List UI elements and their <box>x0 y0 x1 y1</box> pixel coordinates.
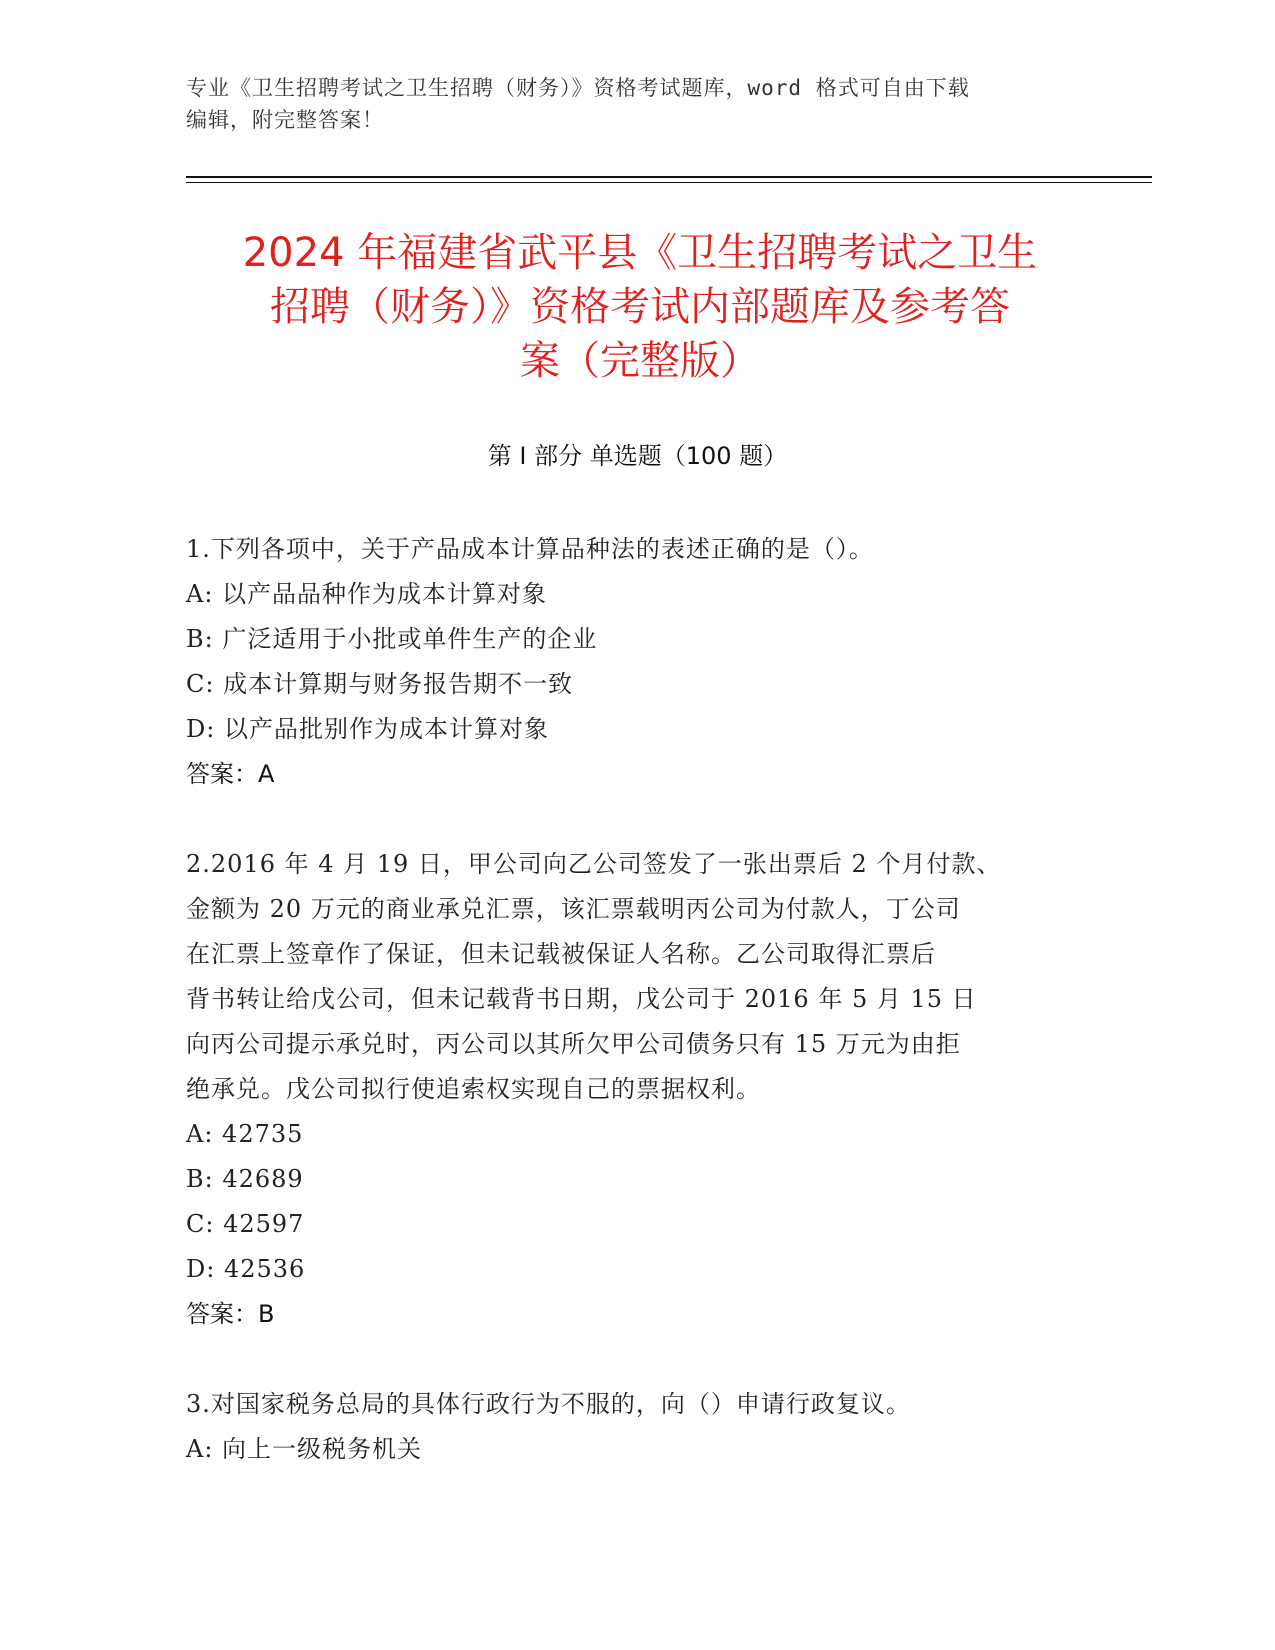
question-item <box>186 1382 1086 1472</box>
header-line-2: 编辑，附完整答案！ <box>186 108 384 132</box>
option-d: D: 以产品批别作为成本计算对象 <box>186 715 549 743</box>
option-b: B: 42689 <box>186 1165 304 1193</box>
section-title: 第 I 部分 单选题（100 题） <box>487 442 788 470</box>
question-stem-line: 向丙公司提示承兑时，丙公司以其所欠甲公司债务只有 15 万元为由拒 <box>186 1030 961 1058</box>
document-title <box>160 226 1120 388</box>
answer-line: 答案：A <box>186 760 275 788</box>
header-divider-thin <box>186 182 1152 183</box>
header-divider-thick <box>186 176 1152 178</box>
title-line-2: 招聘（财务）》资格考试内部题库及参考答 <box>270 284 1010 330</box>
answer-line: 答案：B <box>186 1300 275 1328</box>
option-a: A: 42735 <box>186 1120 304 1148</box>
question-stem-line: 在汇票上签章作了保证，但未记载被保证人名称。乙公司取得汇票后 <box>186 940 936 968</box>
page-header <box>186 72 1066 136</box>
option-c: C: 成本计算期与财务报告期不一致 <box>186 670 574 698</box>
question-stem-line: 绝承兑。戊公司拟行使追索权实现自己的票据权利。 <box>186 1075 761 1103</box>
question-stem-line: 3.对国家税务总局的具体行政行为不服的，向（）申请行政复议。 <box>186 1390 911 1418</box>
title-line-3: 案（完整版） <box>520 338 760 384</box>
option-a: A: 以产品品种作为成本计算对象 <box>186 580 548 608</box>
option-d: D: 42536 <box>186 1255 306 1283</box>
header-line-1: 专业《卫生招聘考试之卫生招聘（财务）》资格考试题库，word 格式可自由下载 <box>186 76 970 100</box>
question-item <box>186 842 1086 1337</box>
option-c: C: 42597 <box>186 1210 305 1238</box>
option-a: A: 向上一级税务机关 <box>186 1435 423 1463</box>
question-spacer <box>186 1337 1086 1382</box>
question-item <box>186 527 1086 797</box>
title-line-1: 2024 年福建省武平县《卫生招聘考试之卫生 <box>242 230 1038 276</box>
question-stem-line: 1.下列各项中，关于产品成本计算品种法的表述正确的是（）。 <box>186 535 874 563</box>
question-spacer <box>186 797 1086 842</box>
question-stem-line: 背书转让给戊公司，但未记载背书日期，戊公司于 2016 年 5 月 15 日 <box>186 985 977 1013</box>
question-list <box>186 527 1086 1472</box>
question-stem-line: 金额为 20 万元的商业承兑汇票，该汇票载明丙公司为付款人，丁公司 <box>186 895 961 923</box>
question-stem-line: 2.2016 年 4 月 19 日，甲公司向乙公司签发了一张出票后 2 个月付款、 <box>186 850 1002 878</box>
option-b: B: 广泛适用于小批或单件生产的企业 <box>186 625 598 653</box>
